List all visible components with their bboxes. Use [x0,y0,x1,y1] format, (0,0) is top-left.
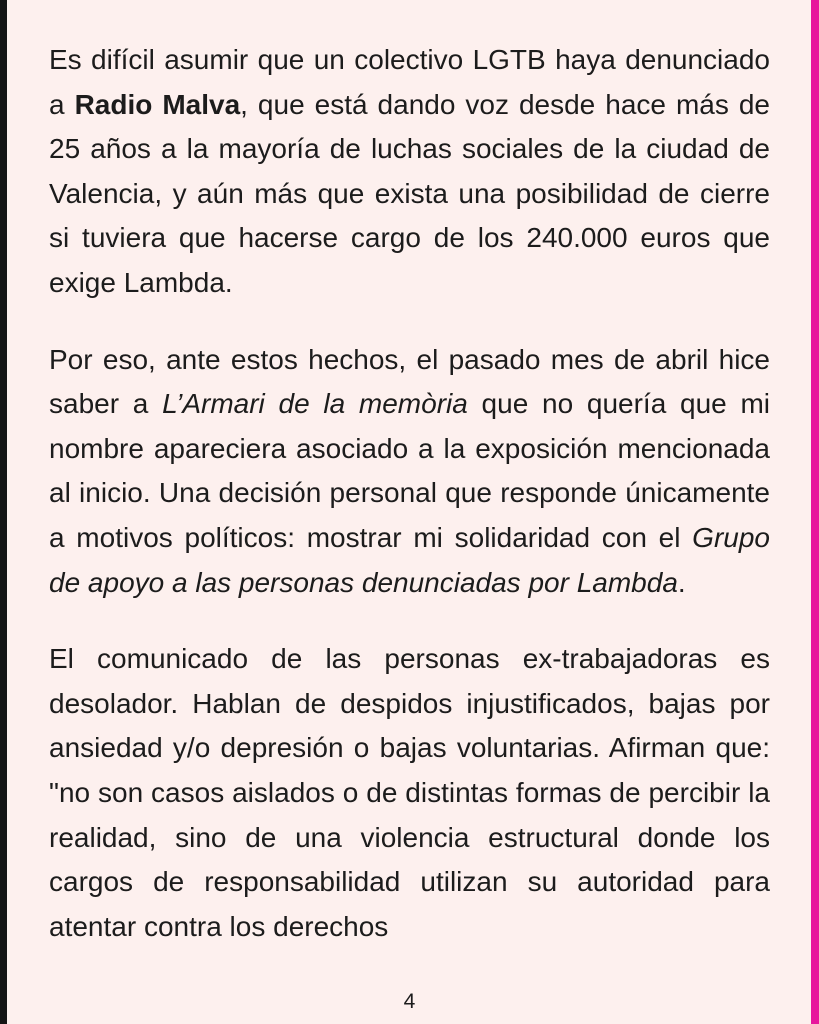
p2-italic-grupo: Grupo de apoyo a las personas denunciadas por Lambda [49,521,770,598]
p1-text-1: Es difícil asumir que un colectivo LGTB haya denunciado a [49,44,770,120]
document-body [49,38,770,981]
p2-text-1: Por eso, ante estos hechos, el pasado mes de abril hice saber a [49,343,770,420]
paragraph-3 [49,637,770,949]
p1-bold-radio-malva: Radio Malva [74,88,241,120]
left-edge-border [0,0,7,1024]
paragraph-2 [49,338,770,606]
p1-text-2: , que está dando voz desde hace más de 25 años a la mayoría de luchas sociales de la ciudad de Valencia, y aún más que exista una posibilidad de cierre si tuviera que hacerse cargo de los 240.000 euros que exige Lambda. [49,88,770,298]
p3-text-1: El comunicado de las personas ex-trabajadoras es desolador. Hablan de despidos injustificados, bajas por ansiedad y/o depresión o bajas voluntarias. Afirman que: "no son casos aislados o de distintas formas de percibir la realidad, sino de una violencia estructural donde los cargos de responsabilidad utilizan su autoridad para atentar contra los derechos [49,643,770,942]
paragraph-1 [49,38,770,306]
p2-italic-armari: L’Armari de la memòria [162,388,468,420]
p2-text-3: . [677,566,686,598]
right-edge-border [811,0,819,1024]
p2-text-2: que no quería que mi nombre apareciera asociado a la exposición mencionada al inicio. Una decisión personal que responde únicamente a motivos políticos: mostrar mi solidaridad con el [49,388,770,553]
page-number: 4 [403,990,416,1013]
